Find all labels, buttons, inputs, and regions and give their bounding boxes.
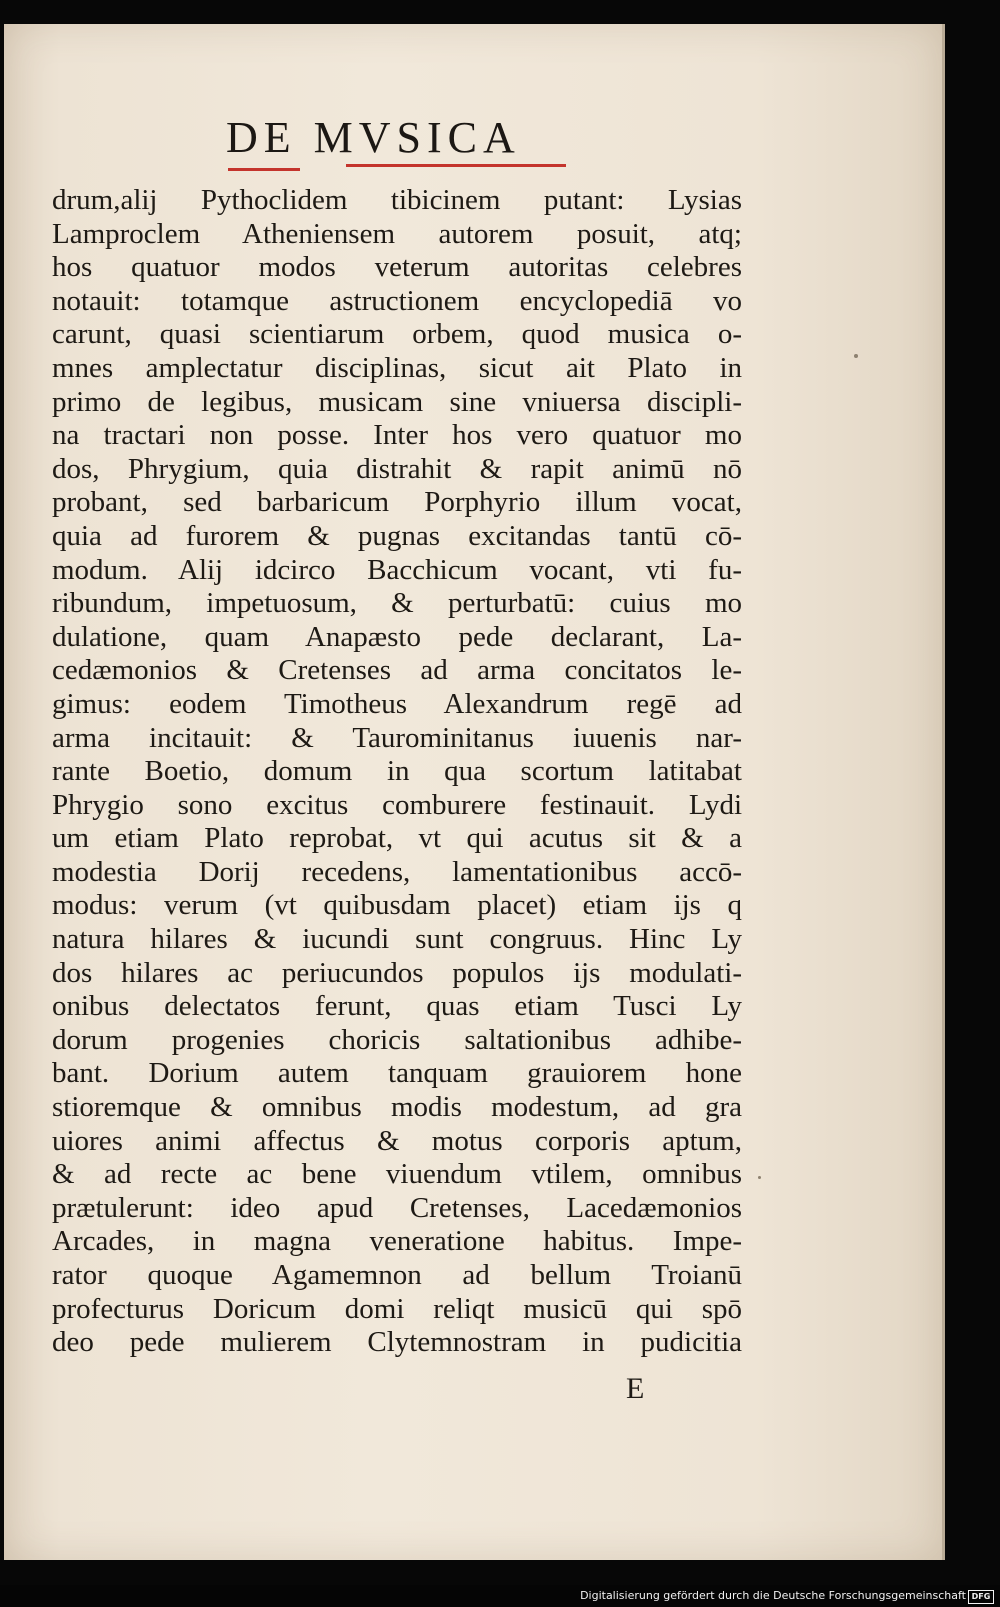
body-text bbox=[52, 184, 742, 1360]
text-line: na tractari non posse. Inter hos vero quatuor mo bbox=[52, 419, 742, 452]
text-line: cedæmonios & Cretenses ad arma concitatos le- bbox=[52, 654, 742, 687]
running-header bbox=[226, 112, 586, 172]
footer-bar bbox=[0, 1585, 1000, 1607]
text-line: rante Boetio, domum in qua scortum latitabat bbox=[52, 755, 742, 788]
rubric-underline bbox=[228, 168, 300, 171]
text-line: onibus delectatos ferunt, quas etiam Tusci Ly bbox=[52, 990, 742, 1023]
text-line: deo pede mulierem Clytemnostram in pudicitia bbox=[52, 1326, 742, 1359]
text-line: Arcades, in magna veneratione habitus. Impe- bbox=[52, 1225, 742, 1258]
paper-speck bbox=[854, 354, 858, 358]
paper-speck bbox=[758, 1176, 761, 1179]
text-line: rator quoque Agamemnon ad bellum Troianū bbox=[52, 1259, 742, 1291]
text-line: hos quatuor modos veterum autoritas celebres bbox=[52, 251, 742, 284]
book-page bbox=[4, 24, 945, 1560]
text-line: uiores animi affectus & motus corporis aptum, bbox=[52, 1124, 742, 1157]
text-line: um etiam Plato reprobat, vt qui acutus sit & a bbox=[52, 822, 742, 855]
text-line: ribundum, impetuosum, & perturbatū: cuius mo bbox=[52, 587, 742, 620]
text-line: modum. Alĳ idcirco Bacchicum vocant, vti fu- bbox=[52, 553, 742, 586]
text-line: Phrygio sono excitus comburere festinauit. Lydi bbox=[52, 788, 742, 821]
text-line: drum,alĳ Pythoclidem tibicinem putant: Lysias bbox=[52, 184, 742, 216]
rubric-underline bbox=[346, 164, 566, 167]
text-line: profecturus Doricum domi reliqt musicū qui spō bbox=[52, 1292, 742, 1325]
text-line: dorum progenies choricis saltationibus adhibe- bbox=[52, 1023, 742, 1056]
text-line: probant, sed barbaricum Porphyrio illum vocat, bbox=[52, 486, 742, 519]
text-line: Lamproclem Atheniensem autorem posuit, atq; bbox=[52, 217, 742, 250]
dfg-logo: DFG bbox=[968, 1590, 994, 1604]
funding-credit: Digitalisierung gefördert durch die Deutsche Forschungsgemeinschaft bbox=[580, 1589, 966, 1602]
text-line: dos, Phrygium, quia distrahit & rapit animū nō bbox=[52, 452, 742, 485]
text-line: stioremque & omnibus modis modestum, ad gra bbox=[52, 1091, 742, 1124]
text-line: mnes amplectatur disciplinas, sicut ait Plato in bbox=[52, 351, 742, 384]
text-line: gimus: eodem Timotheus Alexandrum regē ad bbox=[52, 687, 742, 720]
text-line: bant. Dorium autem tanquam grauiorem hone bbox=[52, 1057, 742, 1090]
text-line: arma incitauit: & Taurominitanus iuuenis nar- bbox=[52, 721, 742, 754]
signature-mark: E bbox=[626, 1372, 645, 1405]
text-line: primo de legibus, musicam sine vniuersa discipli- bbox=[52, 385, 742, 418]
text-line: quia ad furorem & pugnas excitandas tantū cō- bbox=[52, 519, 742, 552]
text-line: dos hilares ac periucundos populos ĳs modulati- bbox=[52, 956, 742, 989]
text-line: modestia Dorĳ recedens, lamentationibus accō- bbox=[52, 855, 742, 888]
page-title: DE MVSICA bbox=[226, 113, 521, 162]
text-line: & ad recte ac bene viuendum vtilem, omnibus bbox=[52, 1158, 742, 1191]
text-line: notauit: totamque astructionem encyclopediā vo bbox=[52, 284, 742, 317]
text-line: carunt, quasi scientiarum orbem, quod musica o- bbox=[52, 318, 742, 351]
text-line: modus: verum (vt quibusdam placet) etiam ĳs q bbox=[52, 889, 742, 922]
text-line: prætulerunt: ideo apud Cretenses, Lacedæmonios bbox=[52, 1191, 742, 1224]
text-line: natura hilares & iucundi sunt congruus. Hinc Ly bbox=[52, 923, 742, 956]
text-line: dulatione, quam Anapæsto pede declarant, La- bbox=[52, 620, 742, 653]
